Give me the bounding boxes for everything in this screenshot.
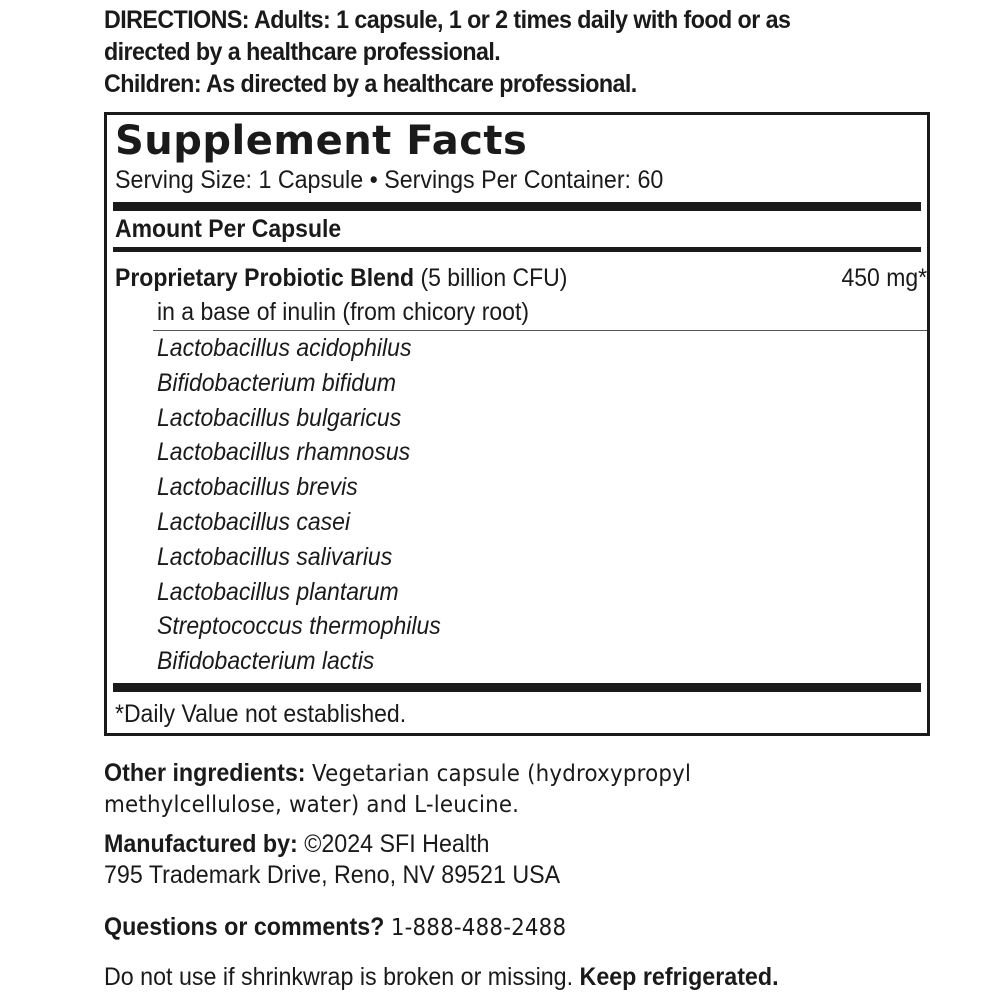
blend-base: in a base of inulin (from chicory root) [157, 298, 529, 326]
manufacturer-label: Manufactured by: [104, 830, 298, 858]
strain-item: Lactobacillus brevis [157, 473, 358, 502]
other-ingredients [104, 758, 691, 821]
supplement-facts-panel [104, 112, 930, 736]
storage-warning [104, 962, 779, 993]
directions-line: DIRECTIONS: Adults: 1 capsule, 1 or 2 times daily with food or as [104, 6, 791, 34]
other-ingredients-text: Vegetarian capsule (hydroxypropyl [311, 761, 692, 787]
manufacturer-address: 795 Trademark Drive, Reno, NV 89521 USA [104, 861, 561, 889]
blend-title: Proprietary Probiotic Blend [115, 264, 415, 292]
manufacturer-name: ©2024 SFI Health [304, 830, 490, 858]
directions-children: Children: As directed by a healthcare professional. [104, 70, 637, 98]
directions [104, 4, 904, 100]
strain-item: Lactobacillus bulgaricus [157, 403, 402, 432]
daily-value-footnote: *Daily Value not established. [115, 700, 407, 728]
strain-item: Streptococcus thermophilus [157, 612, 441, 641]
divider-thick [113, 202, 921, 211]
strain-list [157, 331, 465, 679]
strain-item: Lactobacillus plantarum [157, 577, 399, 606]
warning-text: Do not use if shrinkwrap is broken or missing. [104, 963, 574, 991]
serving-info: Serving Size: 1 Capsule • Servings Per Container: 60 [115, 166, 664, 194]
phone-number: 1-888-488-2488 [390, 915, 567, 941]
amount-header: Amount Per Capsule [115, 215, 342, 243]
keep-refrigerated: Keep refrigerated. [579, 963, 779, 991]
facts-title: Supplement Facts [115, 118, 528, 164]
strain-item: Lactobacillus casei [157, 507, 351, 536]
other-ingredients-text: methylcellulose, water) and L-leucine. [104, 792, 520, 818]
strain-item: Bifidobacterium lactis [157, 647, 375, 676]
blend-row [115, 261, 927, 295]
strain-item: Bifidobacterium bifidum [157, 368, 397, 397]
other-ingredients-label: Other ingredients: [104, 759, 306, 787]
strain-item: Lactobacillus rhamnosus [157, 438, 411, 467]
directions-line: directed by a healthcare professional. [104, 38, 501, 66]
divider-thick [113, 683, 921, 692]
blend-name [115, 261, 567, 295]
strain-item: Lactobacillus acidophilus [157, 334, 412, 362]
blend-amount: 450 mg* [841, 264, 927, 292]
strain-item: Lactobacillus salivarius [157, 542, 393, 571]
manufacturer [104, 829, 560, 891]
blend-cfu: (5 billion CFU) [420, 264, 568, 292]
questions-label: Questions or comments? [104, 913, 385, 941]
questions [104, 912, 566, 944]
divider-medium [113, 247, 921, 252]
